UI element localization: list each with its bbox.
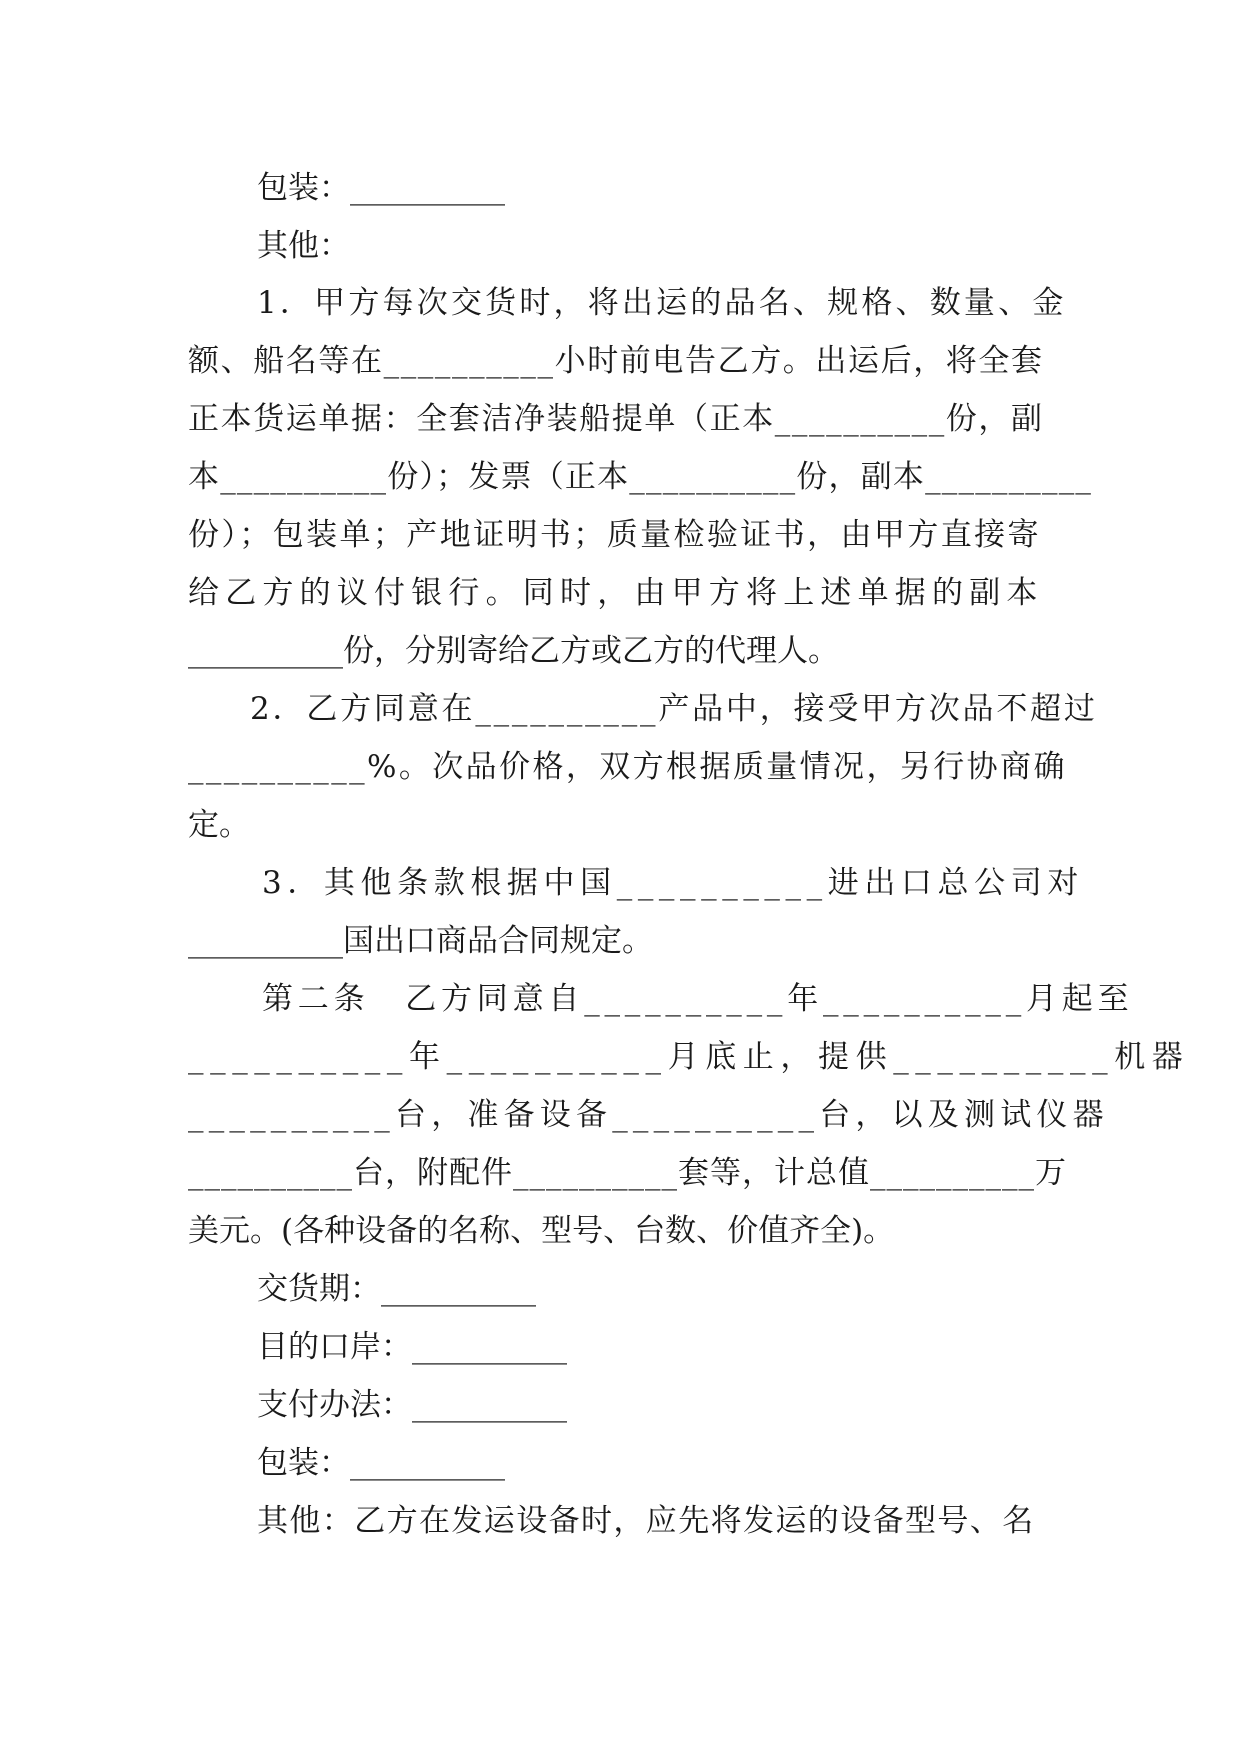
clause-1-line-7: __________份，分别寄给乙方或乙方的代理人。 — [188, 633, 839, 669]
clause-1-line-4: 本__________份）；发票（正本__________份，副本__________ — [188, 459, 1093, 495]
clause-1-line-1: 1．甲方每次交货时，将出运的品名、规格、数量、金 — [257, 285, 1067, 321]
clause-2-line-3: 定。 — [188, 807, 250, 843]
other-heading: 其他： — [257, 228, 350, 264]
clause-1-line-5: 份）；包装单；产地证明书；质量检验证书，由甲方直接寄 — [188, 517, 1041, 553]
article-2-line-2: __________年__________月底止，提供__________机器 — [188, 1039, 1190, 1075]
article-2-line-4: __________台，附配件__________套等，计总值__________万 — [188, 1155, 1067, 1191]
delivery-period-line: 交货期：__________ — [257, 1271, 536, 1307]
article-2-line-3: __________台，准备设备__________台，以及测试仪器 — [188, 1097, 1109, 1133]
clause-2-line-2: __________%。次品价格，双方根据质量情况，另行协商确 — [188, 749, 1067, 785]
packing-line-2: 包装：__________ — [257, 1445, 505, 1481]
destination-port-line: 目的口岸：__________ — [257, 1329, 567, 1365]
clause-3-line-2: __________国出口商品合同规定。 — [188, 923, 653, 959]
payment-method-line: 支付办法：__________ — [257, 1387, 567, 1423]
clause-3-line-1: 3．其他条款根据中国__________进出口总公司对 — [262, 865, 1084, 901]
article-2-line-5: 美元。(各种设备的名称、型号、台数、价值齐全)。 — [188, 1213, 895, 1249]
packing-line: 包装：__________ — [257, 170, 505, 206]
clause-2-line-1: 2．乙方同意在__________产品中，接受甲方次品不超过 — [250, 691, 1098, 727]
clause-1-line-6: 给乙方的议付银行。同时，由甲方将上述单据的副本 — [188, 575, 1044, 611]
clause-1-line-3: 正本货运单据：全套洁净装船提单（正本__________份，副 — [188, 401, 1044, 437]
clause-1-line-2: 额、船名等在__________小时前电告乙方。出运后，将全套 — [188, 343, 1044, 379]
other-line-2: 其他：乙方在发运设备时，应先将发运的设备型号、名 — [257, 1503, 1035, 1539]
article-2-line-1: 第二条 乙方同意自__________年__________月起至 — [262, 981, 1134, 1017]
